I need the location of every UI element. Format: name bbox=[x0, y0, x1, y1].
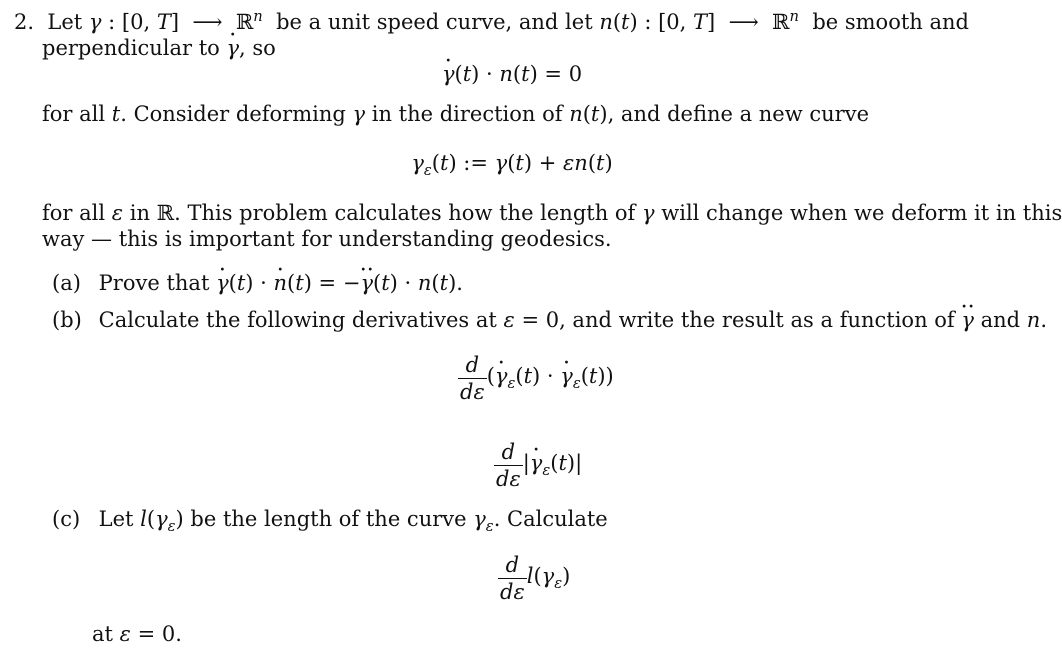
problem-text-line3: for all ε in ℝ. This problem calculates how the length of γ will change when we deform it in this bbox=[42, 201, 1062, 225]
part-b-label: (b) bbox=[52, 308, 82, 332]
part-b-equation-1: $\frac{d}{d\varepsilon}$ $(\gamma \cdot_\varepsilon(t) \cdot \gamma \cdot_\varepsilon(t))$ bbox=[458, 354, 614, 403]
problem-intro-line2: perpendicular to γ ·, so bbox=[42, 38, 276, 59]
derivative-operator: $\frac{d}{d\varepsilon}$ bbox=[496, 440, 521, 492]
part-b-equation-2: $\frac{d}{d\varepsilon}$ $|\gamma \cdot_\varepsilon(t)|$ bbox=[494, 441, 582, 490]
problem-number: 2. bbox=[14, 10, 35, 34]
intro-line1-text: Let γ : [0, T] ⟶ ℝ$^n$ be a unit speed curve, and let n(t) : [0, T] ⟶ ℝ$^n$ be smooth and bbox=[40, 8, 969, 34]
problem-intro-line1 bbox=[14, 10, 969, 33]
part-c-tail: at ε = 0. bbox=[92, 622, 182, 646]
problem-text-deform: for all t. Consider deforming γ in the direction of n(t), and define a new curve bbox=[42, 102, 870, 126]
part-a: (a) Prove that γ ·(t) · n ·(t) = −γ ··(t) · n(t). bbox=[52, 273, 463, 294]
part-c-label: (c) bbox=[52, 507, 81, 531]
problem-text-line4: way — this is important for understanding geodesics. bbox=[42, 227, 612, 251]
equation-orthogonality: γ ·(t) · n(t) = 0 bbox=[0, 64, 1024, 85]
part-c-equation: $\frac{d}{d\varepsilon}$ $l(\gamma_\varepsilon)$ bbox=[500, 553, 571, 605]
part-c: (c) Let $l(\gamma_\varepsilon)$ be the length of the curve $\gamma_\varepsilon$. Calculate bbox=[52, 507, 608, 536]
equation-deformed-curve: $\gamma_\varepsilon(t)$ := γ(t) + εn(t) bbox=[411, 151, 613, 180]
part-b: (b) Calculate the following derivatives at ε = 0, and write the result as a function of γ ·· and n. bbox=[52, 310, 1047, 331]
derivative-operator: $\frac{d}{d\varepsilon}$ bbox=[460, 353, 485, 405]
derivative-operator: $\frac{d}{d\varepsilon}$ bbox=[500, 553, 525, 605]
part-a-label: (a) bbox=[52, 271, 81, 295]
